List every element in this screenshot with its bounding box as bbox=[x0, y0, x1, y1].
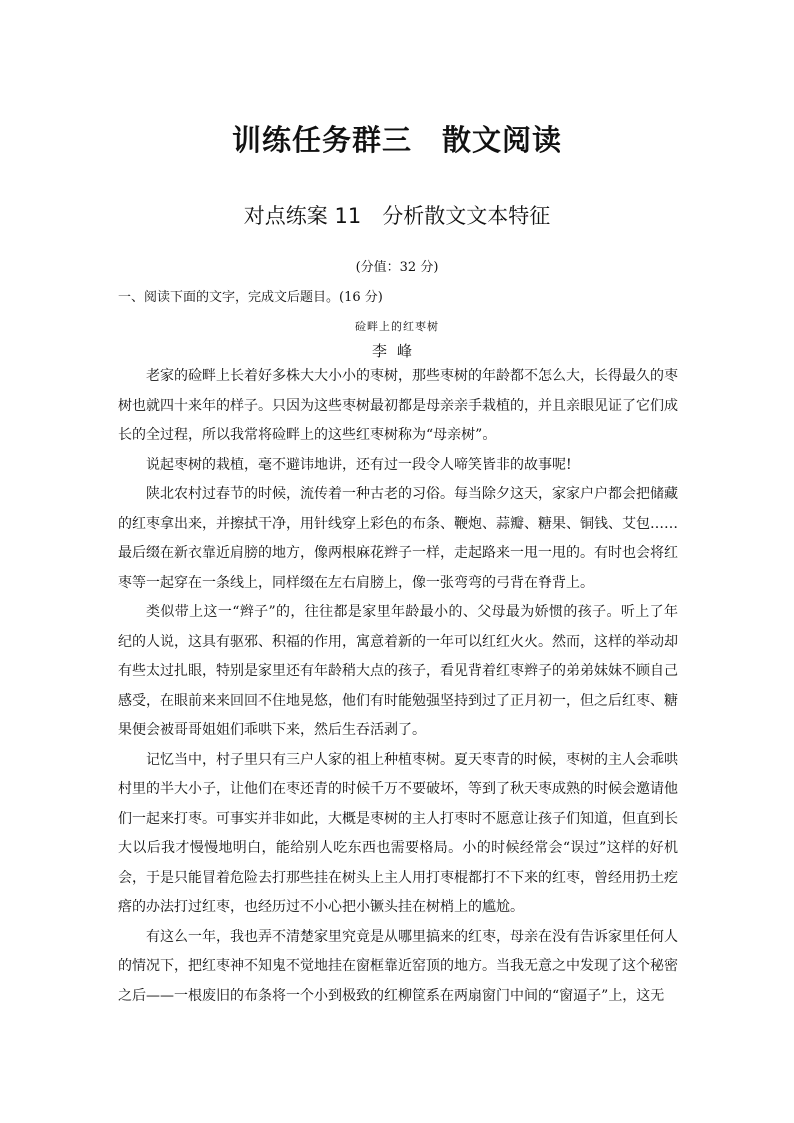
essay-title: 硷畔上的红枣树 bbox=[355, 320, 439, 333]
paragraph: 陕北农村过春节的时候，流传着一种古老的习俗。每当除夕这天，家家户户都会把储藏的红枣拿出来，并擦拭干净，用针线穿上彩色的布条、鞭炮、蒜瓣、糖果、铜钱、艾包……最后缀在新衣靠近肩膀的地方，像两根麻花辫子一样，走起路来一甩一甩的。有时也会将红枣等一起穿在一条线上，同样缀在左右肩膀上，像一张弯弯的弓背在脊背上。 bbox=[118, 486, 678, 591]
paragraph: 类似带上这一“辫子”的，往往都是家里年龄最小的、父母最为娇惯的孩子。听上了年纪的人说，这具有驱邪、积福的作用，寓意着新的一年可以红红火火。然而，这样的举动却有些太过扎眼，特别是家里还有年龄稍大点的孩子，看见背着红枣辫子的弟弟妹妹不顾自己感受，在眼前来来回回不住地晃悠，他们有时能勉强坚持到过了正月初一，但之后红枣、糖果便会被哥哥姐姐们乖哄下来，然后生吞活剥了。 bbox=[118, 604, 678, 738]
paragraph: 说起枣树的栽植，毫不避讳地讲，还有过一段令人啼笑皆非的故事呢! bbox=[146, 456, 572, 473]
paragraph: 老家的硷畔上长着好多株大大小小的枣树，那些枣树的年龄都不怎么大，长得最久的枣树也就四十来年的样子。只因为这些枣树最初都是母亲亲手栽植的，并且亲眼见证了它们成长的全过程，所以我常将硷畔上的这些红枣树称为“母亲树”。 bbox=[118, 368, 678, 443]
paragraph: 有这么一年，我也弄不清楚家里究竟是从哪里搞来的红枣，母亲在没有告诉家里任何人的情况下，把红枣神不知鬼不觉地挂在窗框靠近窑顶的地方。当我无意之中发现了这个秘密之后——一根废旧的布条将一个小到极致的红柳筐系在两扇窗门中间的“窗逼子”上，这无 bbox=[118, 928, 678, 1004]
essay-author: 李峰 bbox=[371, 342, 422, 360]
main-title: 训练任务群三 散文阅读 bbox=[231, 123, 562, 157]
question-intro: 一、阅读下面的文字，完成文后题目。(16 分) bbox=[118, 290, 383, 305]
sub-title: 对点练案 11 分析散文文本特征 bbox=[243, 204, 551, 228]
score-note: (分值：32 分) bbox=[355, 260, 439, 275]
paragraph: 记忆当中，村子里只有三户人家的祖上种植枣树。夏天枣青的时候，枣树的主人会乖哄村里的半大小子，让他们在枣还青的时候千万不要破坏，等到了秋天枣成熟的时候会邀请他们一起来打枣。可事实并非如此，大概是枣树的主人打枣时不愿意让孩子们知道，但直到长大以后我才慢慢地明白，能给别人吃东西也需要格局。小的时候经常会“误过”这样的好机会，于是只能冒着危险去打那些挂在树头上主人用打枣棍都打不下来的红枣，曾经用扔土疙瘩的办法打过红枣，也经历过不小心把小镢头挂在树梢上的尴尬。 bbox=[118, 751, 678, 915]
essay-body bbox=[118, 362, 678, 1011]
